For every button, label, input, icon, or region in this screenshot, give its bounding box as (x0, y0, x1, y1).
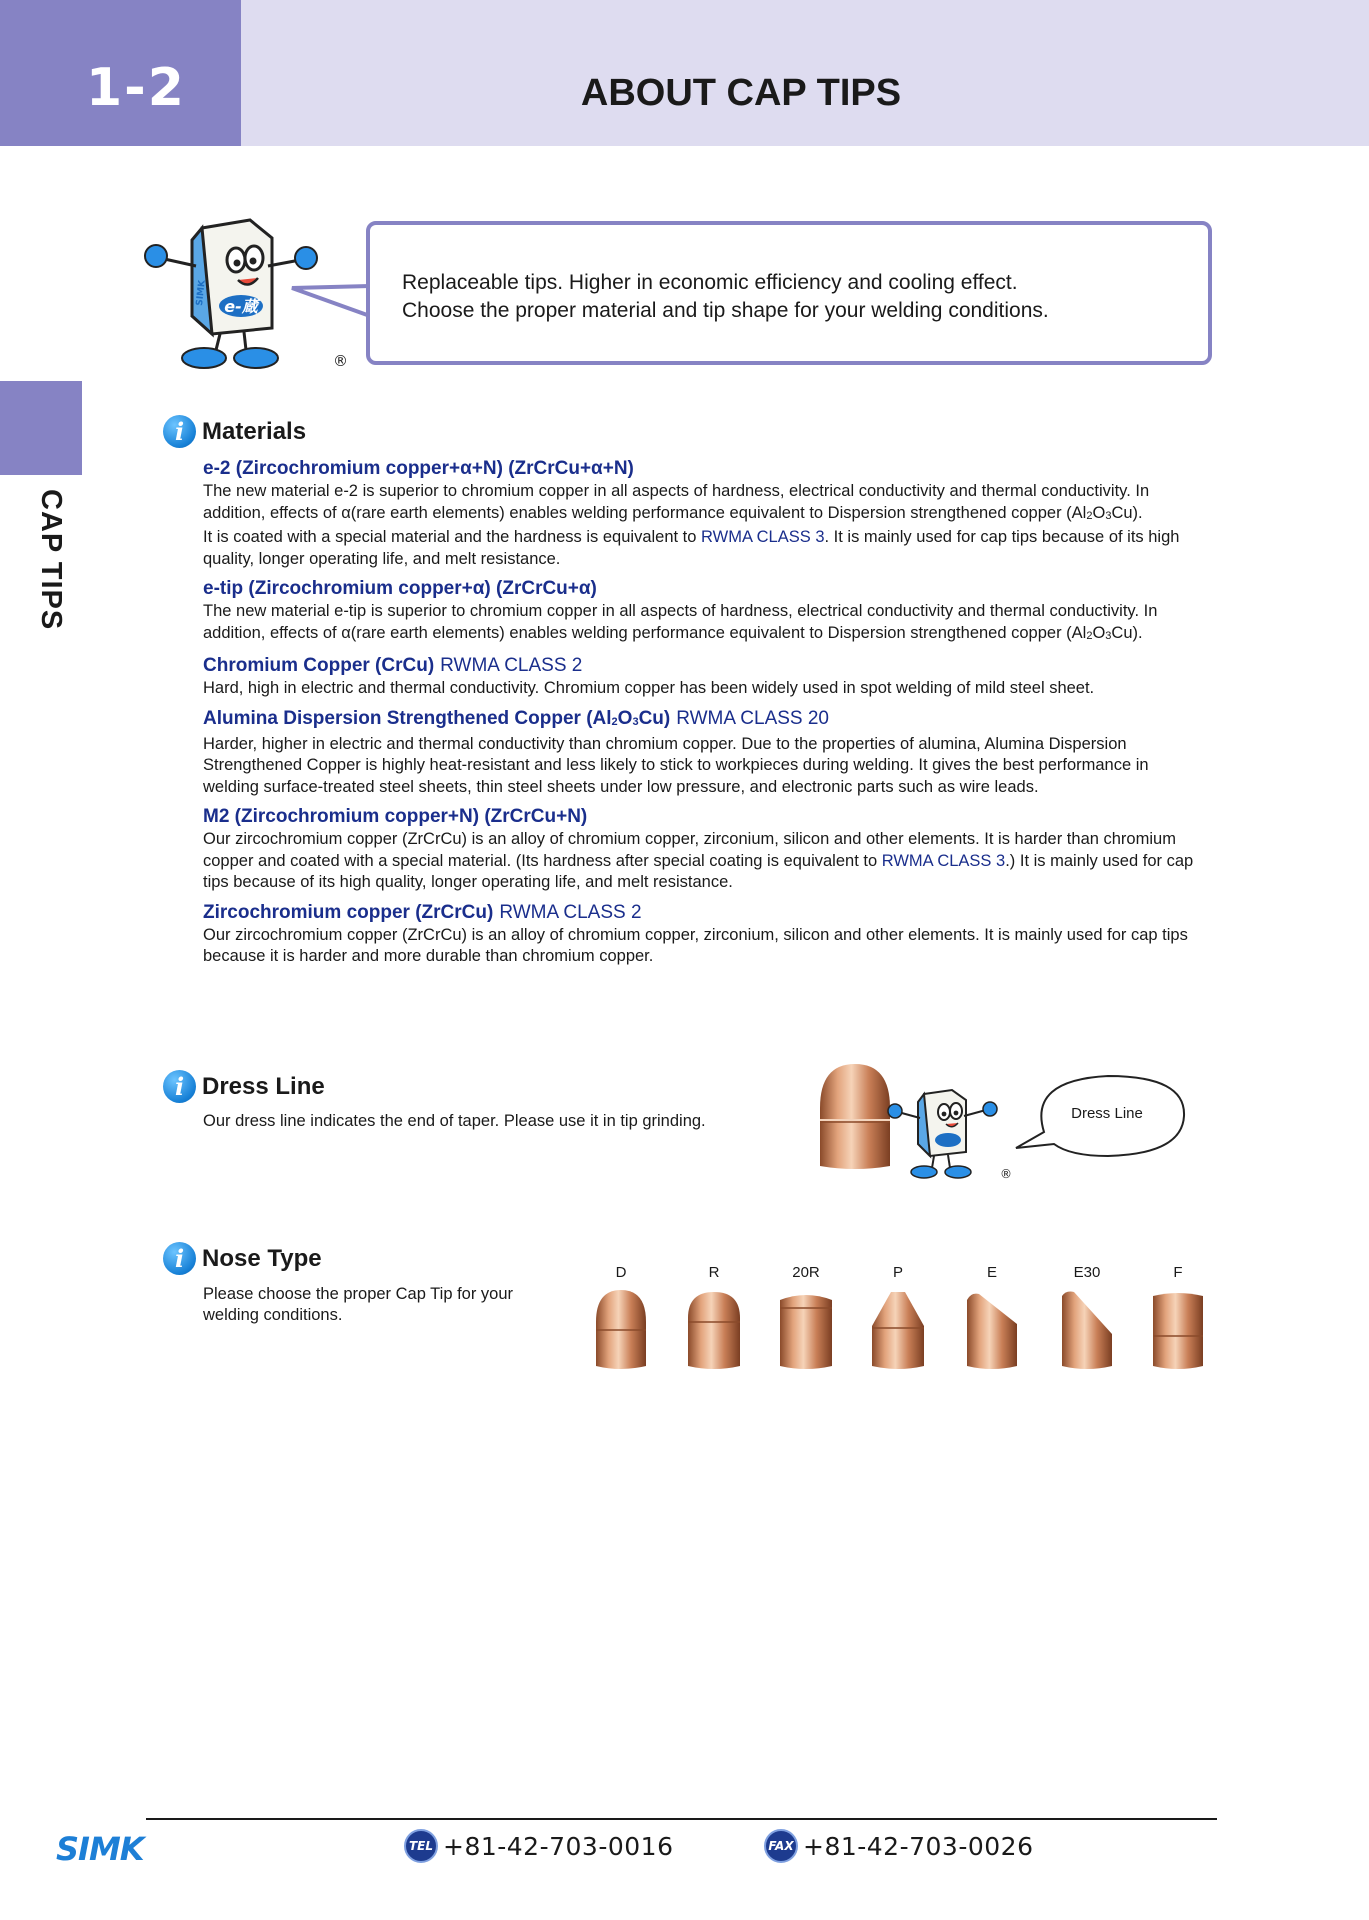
material-zrcrcu-desc: Our zircochromium copper (ZrCrCu) is an alloy of chromium copper, zirconium, silicon and other elements. It is mainly used for cap tips because it is harder and more durable than chromium copper. (203, 925, 1188, 965)
info-icon: i (163, 1242, 196, 1275)
nose-type-p (863, 1264, 933, 1377)
material-e2 (203, 457, 1203, 570)
dress-line-mascot (886, 1086, 1016, 1186)
sidebar-tab (0, 381, 82, 475)
fax-icon: FAX (764, 1829, 798, 1863)
cap-tip-r-image (679, 1286, 749, 1372)
sidebar-label-container (31, 489, 71, 649)
registered-mark: ® (333, 352, 348, 370)
footer-fax (764, 1829, 1033, 1863)
dress-line-heading-text: Dress Line (202, 1072, 325, 1100)
cap-tip-e-image (957, 1286, 1027, 1372)
material-crcu-title: Chromium Copper (CrCu) RWMA CLASS 2 (203, 655, 583, 676)
sidebar-label: CAP TIPS (35, 489, 67, 631)
material-m2-title: M2 (Zircochromium copper+N) (ZrCrCu+N) (203, 806, 588, 827)
cap-tip-e30-image (1052, 1286, 1122, 1372)
mascot-brand-text: SIMK (195, 279, 208, 307)
company-logo (56, 1832, 160, 1866)
callout-tail (290, 268, 372, 338)
nose-type-r (679, 1264, 749, 1377)
nose-type-e (957, 1264, 1027, 1377)
info-icon: i (163, 415, 196, 448)
cap-tip-p-image (863, 1286, 933, 1372)
rwma-class-3-label: RWMA CLASS 3 (701, 528, 825, 546)
page-title: ABOUT CAP TIPS (580, 72, 902, 114)
footer-divider (146, 1818, 1217, 1820)
nose-type-e30 (1052, 1264, 1122, 1377)
materials-heading-text: Materials (202, 417, 307, 445)
material-e2-title: e-2 (Zircochromium copper+α+N) (ZrCrCu+α+N) (203, 458, 634, 479)
intro-line-2: Choose the proper material and tip shape for your welding conditions. (402, 299, 1049, 322)
material-m2 (203, 805, 1203, 894)
intro-line-1: Replaceable tips. Higher in economic efficiency and cooling effect. (402, 271, 1018, 294)
intro-callout (366, 221, 1212, 365)
nose-type-label: F (1173, 1264, 1183, 1281)
dress-line-tip-image (816, 1062, 894, 1172)
nose-type-text: Please choose the proper Cap Tip for your welding conditions. (203, 1285, 514, 1324)
material-alumina-title: Alumina Dispersion Strengthened Copper $(Al_2O_3Cu)$ RWMA CLASS 20 (203, 707, 829, 729)
materials-heading (163, 415, 306, 448)
material-e2-desc: The new material e-2 is superior to chromium copper in all aspects of hardness, electrical conductivity and thermal conductivity. In addition, effects of α(rare earth elements) enables welding performance equivalent to Dispersion strengthened copper $(Al_2O_3Cu)$. It is coated with a special material and the hardness is equivalent to RWMA CLASS 3. It is mainly used for cap tips because of its high quality, longer operating life, and melt resistance. (203, 482, 1180, 568)
section-number: 1-2 (86, 58, 186, 118)
registered-mark: ® (1000, 1167, 1012, 1181)
material-m2-desc: Our zircochromium copper (ZrCrCu) is an alloy of chromium copper, zirconium, silicon and other elements. It is harder than chromium copper and coated with a special material. (Its hardness after special coating is equivalent to RWMA CLASS 3.) It is mainly used for cap tips because of its high quality, longer operating life, and melt resistance. (203, 830, 1194, 891)
nose-type-f (1143, 1264, 1213, 1377)
nose-type-label: E (986, 1264, 997, 1281)
nose-type-20r (771, 1264, 841, 1377)
cap-tip-f-image (1143, 1286, 1213, 1372)
intro-text (402, 269, 1049, 325)
speech-bubble-text: Dress Line (1071, 1105, 1143, 1122)
nose-type-d (586, 1264, 656, 1377)
material-alumina-desc: Harder, higher in electric and thermal conductivity than chromium copper. Due to the properties of alumina, Alumina Dispersion Strengthened Copper is highly heat-resistant and less likely to stick to workpieces during welding. It gives the best performance in welding surface-treated steel sheets, thin steel sheets under low pressure, and electronic parts such as wire leads. (203, 734, 1149, 796)
nose-type-label: P (892, 1264, 903, 1281)
fax-number: +81-42-703-0026 (803, 1831, 1034, 1861)
header-bar (241, 0, 1369, 146)
material-etip-title: e-tip (Zircochromium copper+α) (ZrCrCu+α) (203, 578, 597, 599)
tel-number: +81-42-703-0016 (443, 1831, 674, 1861)
nose-type-label: D (615, 1264, 627, 1281)
nose-type-label: R (708, 1264, 720, 1281)
material-crcu-desc: Hard, high in electric and thermal conductivity. Chromium copper has been widely used in spot welding of mild steel sheet. (203, 679, 1095, 697)
cap-tip-d-image (586, 1286, 656, 1372)
material-zrcrcu-title: Zircochromium copper (ZrCrCu) RWMA CLASS 2 (203, 901, 642, 923)
materials-list (203, 457, 1203, 975)
material-etip-desc: The new material e-tip is superior to chromium copper in all aspects of hardness, electrical conductivity and thermal conductivity. In addition, effects of α(rare earth elements) enables welding performance equivalent to Dispersion strengthened copper $(Al_2O_3Cu)$. (203, 602, 1158, 642)
nose-type-heading (163, 1242, 322, 1275)
nose-type-label: 20R (792, 1264, 820, 1281)
section-number-block (0, 0, 241, 146)
material-crcu (203, 654, 1203, 700)
mascot-badge-text: e-蔵 (224, 297, 258, 316)
info-icon: i (163, 1070, 196, 1103)
material-alumina (203, 707, 1203, 799)
nose-type-label: E30 (1073, 1264, 1101, 1281)
material-zrcrcu (203, 901, 1203, 968)
dress-line-heading (163, 1070, 325, 1103)
logo-text: SIMK (56, 1832, 144, 1866)
tel-icon: TEL (404, 1829, 438, 1863)
speech-bubble-label-wrap (1029, 1074, 1185, 1154)
material-etip (203, 577, 1203, 647)
cap-tip-20r-image (771, 1286, 841, 1372)
footer-tel (404, 1829, 673, 1863)
nose-type-heading-text: Nose Type (202, 1244, 322, 1272)
dress-line-text: Our dress line indicates the end of taper. Please use it in tip grinding. (203, 1112, 706, 1130)
